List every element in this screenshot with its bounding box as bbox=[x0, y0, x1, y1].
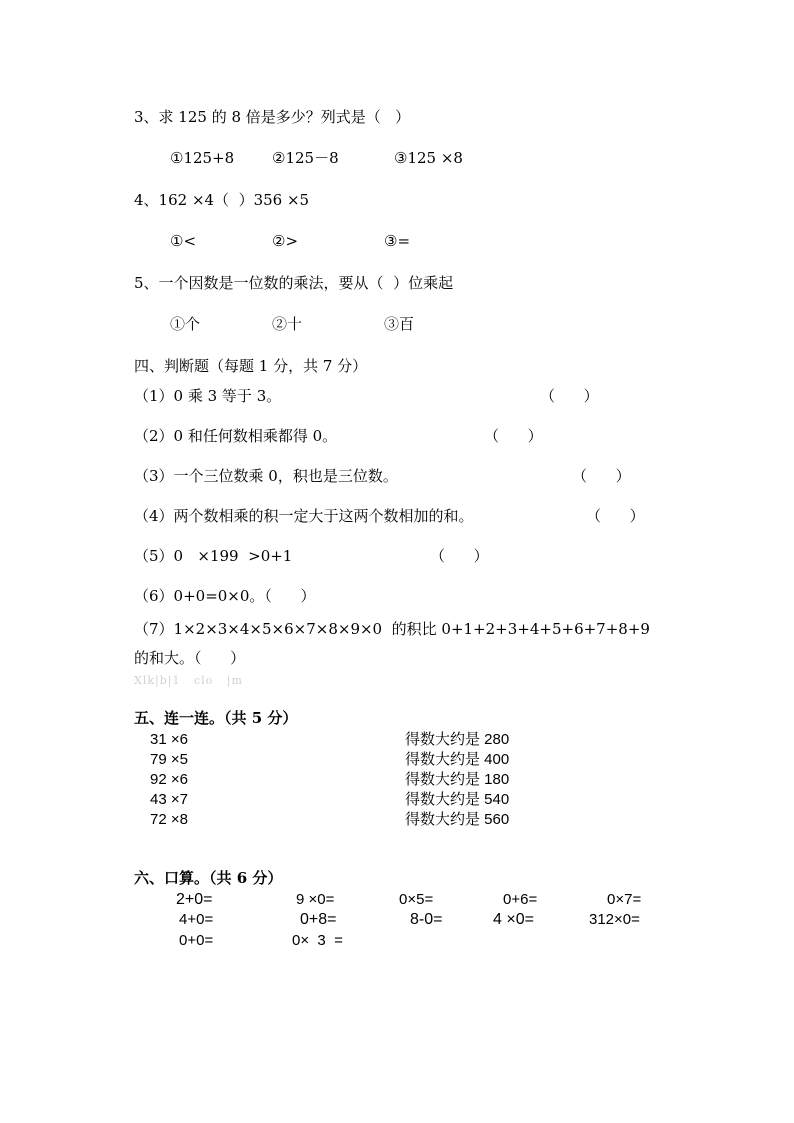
q4-option-3: ③= bbox=[384, 232, 411, 250]
q5-option-2: ②十 bbox=[272, 315, 303, 333]
oral-row2-item5: 312×0= bbox=[589, 911, 640, 928]
question-5: 5、一个因数是一位数的乘法，要从（ ）位乘起 bbox=[134, 274, 454, 292]
oral-row3-item2: 0× 3 = bbox=[292, 932, 343, 949]
oral-section-title: 六、口算。（共 6 分） bbox=[134, 869, 283, 887]
judge-item-5: （5）0 ×199 >0+1 bbox=[134, 547, 293, 565]
oral-row1-item5: 0×7= bbox=[607, 891, 642, 908]
oral-row3-item1: 0+0= bbox=[179, 932, 214, 949]
judge-item-3-blank: （ ） bbox=[572, 467, 631, 485]
q3-option-3: ③125 ×8 bbox=[394, 149, 463, 167]
q5-option-3: ③百 bbox=[384, 315, 415, 333]
match-left-3: 92 ×6 bbox=[150, 771, 188, 788]
judge-section-title: 四、判断题（每题 1 分，共 7 分） bbox=[134, 357, 368, 375]
oral-row1-item4: 0+6= bbox=[503, 891, 538, 908]
q3-option-1: ①125+8 bbox=[170, 149, 235, 167]
match-left-5: 72 ×8 bbox=[150, 811, 188, 828]
match-right-5: 得数大约是 560 bbox=[405, 811, 510, 828]
match-right-4: 得数大约是 540 bbox=[405, 791, 510, 808]
q4-option-2: ②> bbox=[272, 232, 299, 250]
judge-item-1-blank: （ ） bbox=[540, 387, 599, 405]
q5-option-1: ①个 bbox=[170, 315, 201, 333]
match-right-2: 得数大约是 400 bbox=[405, 751, 510, 768]
oral-row2-item3: 8-0= bbox=[410, 911, 443, 928]
question-3: 3、求 125 的 8 倍是多少？列式是（ ） bbox=[134, 108, 411, 126]
oral-row1-item2: 9 ×0= bbox=[296, 891, 335, 908]
judge-item-7-line1: （7）1×2×3×4×5×6×7×8×9×0 的积比 0+1+2+3+4+5+6+7+8+9 bbox=[134, 620, 650, 638]
judge-item-2: （2）0 和任何数相乘都得 0。 bbox=[134, 427, 338, 445]
oral-row1-item3: 0×5= bbox=[399, 891, 434, 908]
judge-item-4-blank: （ ） bbox=[586, 507, 645, 525]
oral-row2-item1: 4+0= bbox=[179, 911, 214, 928]
oral-row1-item1: 2+0= bbox=[176, 891, 213, 908]
match-section-title: 五、连一连。（共 5 分） bbox=[134, 709, 298, 727]
judge-item-4: （4）两个数相乘的积一定大于这两个数相加的和。 bbox=[134, 507, 474, 525]
judge-item-5-blank: （ ） bbox=[430, 547, 489, 565]
match-right-3: 得数大约是 180 bbox=[405, 771, 510, 788]
match-left-2: 79 ×5 bbox=[150, 751, 188, 768]
match-right-1: 得数大约是 280 bbox=[405, 731, 510, 748]
question-4: 4、162 ×4（ ）356 ×5 bbox=[134, 191, 310, 209]
watermark-text: Xlk|b|1 clo |m bbox=[134, 674, 243, 687]
judge-item-2-blank: （ ） bbox=[484, 427, 543, 445]
oral-row2-item4: 4 ×0= bbox=[493, 911, 534, 928]
match-left-4: 43 ×7 bbox=[150, 791, 188, 808]
q3-option-2: ②125－8 bbox=[272, 149, 339, 167]
match-left-1: 31 ×6 bbox=[150, 731, 188, 748]
oral-row2-item2: 0+8= bbox=[300, 911, 337, 928]
judge-item-1: （1）0 乘 3 等于 3。 bbox=[134, 387, 282, 405]
judge-item-3: （3）一个三位数乘 0，积也是三位数。 bbox=[134, 467, 398, 485]
judge-item-7-line2: 的和大。（ ） bbox=[134, 649, 246, 667]
q4-option-1: ①< bbox=[170, 232, 197, 250]
judge-item-6: （6）0+0=0×0。（ ） bbox=[134, 587, 316, 605]
